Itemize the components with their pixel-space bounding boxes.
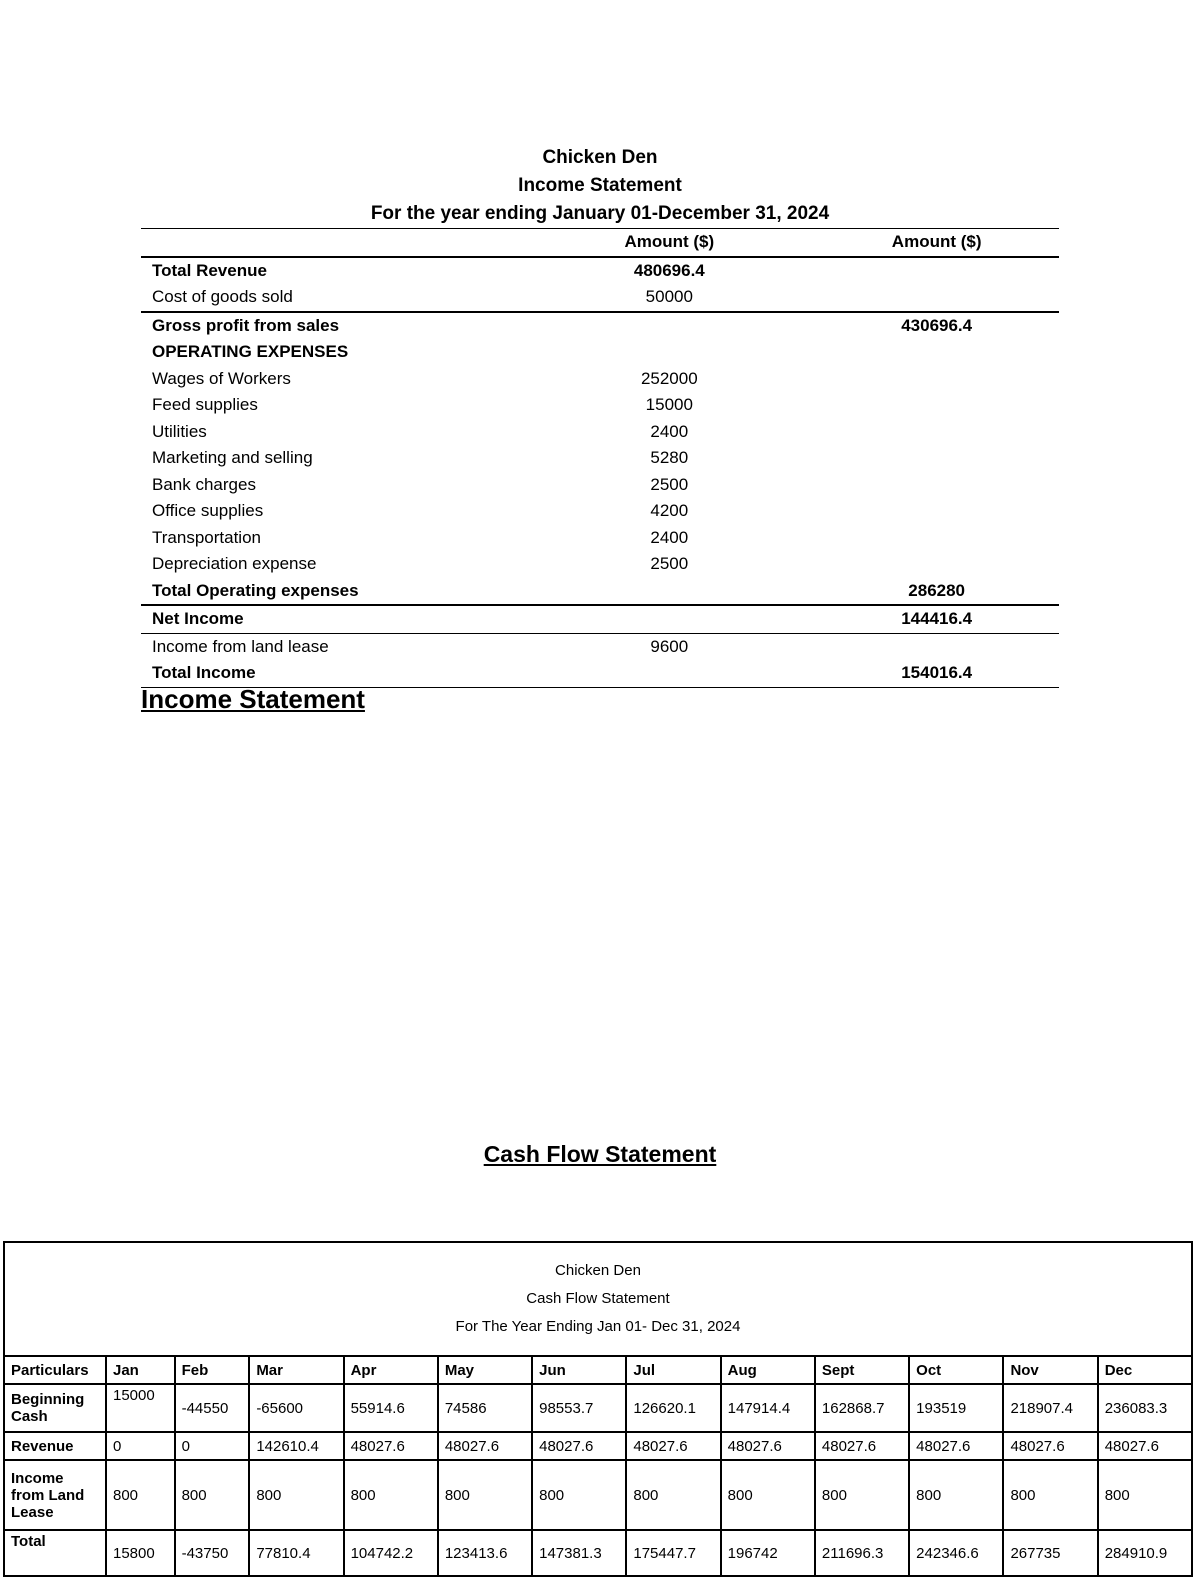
caption-row	[4, 1242, 1192, 1356]
table-row: Feed supplies 15000	[152, 395, 693, 415]
table-row: Bank charges 2500	[152, 474, 689, 494]
table-row: Revenue 0 0 142610.4 48027.6 48027.6 48027.6 48027.6 48027.6 48027.6 48027.6 48027.6 48027.6	[4, 1432, 1192, 1460]
column-header: Feb	[175, 1356, 250, 1384]
month-header-row	[4, 1356, 1192, 1384]
table-row: Income from land lease 9600	[152, 636, 689, 656]
column-header: May	[438, 1356, 532, 1384]
table-row: Utilities 2400	[152, 421, 689, 441]
income-statement	[141, 144, 1059, 688]
column-header: Aug	[721, 1356, 815, 1384]
cash-flow-company: Chicken Den	[555, 1262, 641, 1279]
income-section-title: Income Statement	[141, 684, 365, 714]
cash-flow-section-title: Cash Flow Statement	[483, 1141, 717, 1167]
column-header: Apr	[344, 1356, 438, 1384]
table-row: Total 15800 -43750 77810.4 104742.2 123413.6 147381.3 175447.7 196742 211696.3 242346.6 267735 284910.9	[4, 1530, 1192, 1576]
cash-flow-period: For The Year Ending Jan 01- Dec 31, 2024	[455, 1318, 741, 1335]
table-header-row	[141, 229, 1059, 257]
column-header: Mar	[249, 1356, 343, 1384]
column-header: Amount ($)	[854, 229, 1059, 257]
table-row: Total Revenue 480696.4	[141, 257, 1059, 285]
table-row: Total Income 154016.4	[141, 660, 1059, 687]
statement-period: For the year ending January 01-December 31, 2024	[370, 203, 830, 224]
table-row: Marketing and selling 5280	[152, 448, 689, 468]
column-header: Particulars	[4, 1356, 106, 1384]
column-header: Nov	[1003, 1356, 1097, 1384]
column-header: Jan	[106, 1356, 175, 1384]
statement-title: Income Statement	[518, 175, 682, 196]
table-row: Gross profit from sales 430696.4	[141, 312, 1059, 340]
column-header: Oct	[909, 1356, 1003, 1384]
table-row: Income from Land Lease 800 800 800 800 800 800 800 800 800 800 800 800	[4, 1460, 1192, 1530]
column-header: Amount ($)	[484, 229, 854, 257]
table-row: Net Income 144416.4	[141, 605, 1059, 633]
column-header: Jul	[626, 1356, 720, 1384]
table-row: Wages of Workers 252000	[152, 368, 698, 388]
table-row: Office supplies 4200	[152, 501, 689, 521]
cash-flow-title: Cash Flow Statement	[526, 1290, 670, 1307]
cash-flow-table	[3, 1241, 1193, 1577]
column-header: Sept	[815, 1356, 909, 1384]
table-row: Total Operating expenses 286280	[152, 580, 966, 600]
income-table	[141, 228, 1059, 688]
table-row: Beginning Cash 15000 -44550 -65600 55914.6 74586 98553.7 126620.1 147914.4 162868.7 193519 218907.4 236083.3	[4, 1384, 1192, 1432]
table-row: OPERATING EXPENSES	[152, 342, 349, 362]
column-header: Dec	[1098, 1356, 1192, 1384]
table-row: Transportation 2400	[152, 527, 689, 547]
table-row: Depreciation expense 2500	[152, 554, 689, 574]
company-name: Chicken Den	[542, 147, 658, 168]
column-header: Jun	[532, 1356, 626, 1384]
table-row: Cost of goods sold 50000	[152, 287, 693, 307]
